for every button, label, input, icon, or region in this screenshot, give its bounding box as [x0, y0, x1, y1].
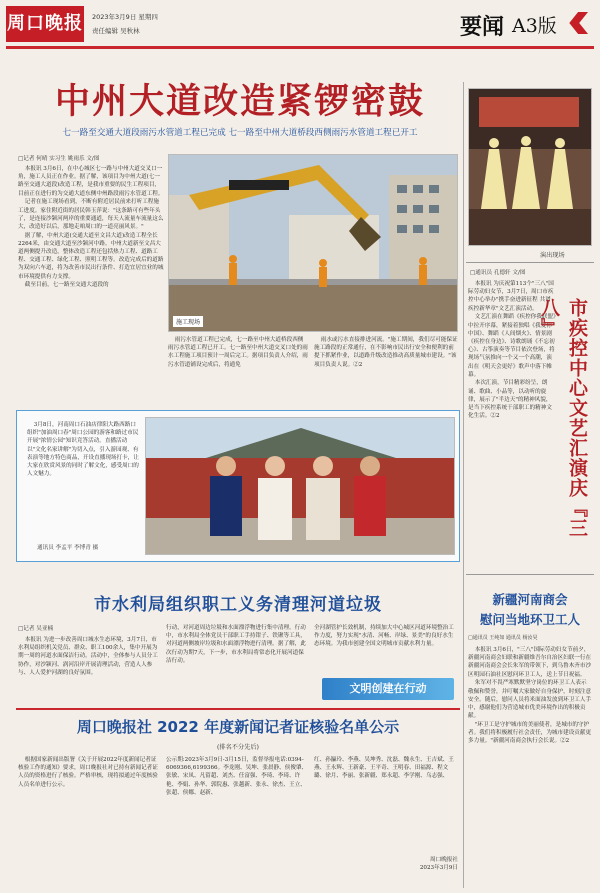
- excavator-scene-illustration: [169, 155, 458, 332]
- civilization-banner-text: 文明创建在行动: [349, 682, 427, 695]
- lead-column-2: [168, 336, 308, 390]
- lead-paragraph-5: 雨污水管道工程已完成，七一路至中州大道桥段西侧雨污水管道工程已开工。七一路至中州大道交叉口处的雨水工程施工项目预计一周后完工。据项目负责人介绍，雨污水管道铺设完成后，将通免: [168, 337, 308, 368]
- editor-line: 责任编辑 吴秋林: [92, 27, 140, 35]
- vertical-divider: [463, 82, 464, 888]
- lead-byline: □记者 何晴 实习生 姚雨乐 文/图: [18, 156, 100, 162]
- festival-paragraph-2: 文艺汇演在舞蹈《疾控你我联盟》中拉开序幕，紧接着独唱《我爱你中国》、舞蹈《人间烟火》、情景剧《疾控在身边》、诗歌朗诵《不忘初心》、古筝演奏等节目依次登场，将现场气氛推向一个又一个高潮，演出在《明天会更好》歌声中落下帷幕。: [468, 314, 556, 378]
- civilization-banner: [322, 678, 454, 700]
- water-column-1: 本报讯 为进一步改善周口城水生态环境，3月7日，市水利局组织机关党员、群众、职工100余人，集中开展为期一周的河道水面保洁行动。活动中，全体参与人员分工协作，对沙颍河、涡河沿岸开展清理活动，营造人人参与、人人爱护河湖的良好氛围。: [18, 637, 158, 676]
- section-title: 要闻: [460, 15, 505, 40]
- water-column-3: 全河湖管护长效机制，持续加大中心城区河道环境整治工作力度，努力实现"水清、河畅、岸绿、景美"的良好水生态环境。为我市创建全国文明城市贡献水利力量。: [314, 625, 454, 648]
- water-byline: □记者 吴亚楠: [18, 626, 54, 632]
- lead-headline: 中州大道改造紧锣密鼓: [54, 82, 425, 122]
- culture-byline: 通讯员 李孟平 李博青 摄: [37, 545, 99, 551]
- xinjiang-byline: □通讯员 王纯如 通讯员 杨汝昊: [468, 635, 538, 641]
- culture-text: 3月8日，河南周口石油店律阳大路西路口组织"加油周口春"周口公园的游客和路过市民开展"浓情公园"知识竞答活动。直播活动以"文化名家讲解"为切入点，引入游园观、有表演等地方特色商品，开设直播现场打卡，让大家在欣赏风景的同时了解文化，感受周口的人文魅力。: [27, 422, 139, 478]
- lead-paragraph-1: 本报讯 3月6日，在中心城区七一路与中州大道交叉口一角，施工人员正在作业。据了解，该项目为中州大道(七一路至交通大道段)改造工程，是我市重要的民生工程项目，目前正在进行的为交通大道东侧中州路段雨污水管道工程。: [18, 166, 164, 197]
- lead-column-3: [314, 336, 458, 390]
- notice-column-1: 根据国家新闻出版署《关于开展2022年度新闻记者证核验工作的通知》要求，周口晚报社对已持有新闻记者证人员的资格进行了核验。严格审核，现将拟通过年度核验人员名单进行公示。: [18, 757, 158, 788]
- masthead-logo: 周口晚报: [6, 6, 84, 42]
- notice-signoff-date: 2023年3月9日: [419, 865, 458, 872]
- festival-paragraph-1: 本报讯 为庆祝第113个"三八"国际劳动妇女节，3月7日，周口市疾控中心举办"携手奋进新征程 共谱疾控新华章"文艺汇演活动。: [468, 281, 554, 312]
- notice-signoff-org: 周口晚报社: [430, 857, 458, 863]
- page-corner-mark: [566, 12, 588, 34]
- festival-byline: □通讯员 孔德轩 文/图: [470, 270, 526, 276]
- masthead-rule: [6, 46, 594, 49]
- culture-photo: [145, 417, 455, 555]
- festival-paragraph-3: 本次汇演，节目精彩纷呈，朗诵、歌曲、小品等，以动听的旋律，展示了"半边天"的精神风貌，是当下疾控系统干部职工的精神文化生活。②2: [468, 380, 552, 420]
- xinjiang-paragraph-1: 本报讯 3月6日，"三八"国际劳动妇女节前夕，新疆河南商会妇联和新疆维吾尔自治区妇联一行在新疆河南商会会长朱军的带领下，到乌鲁木齐市沙区明园石油社区慰问环卫工人，送上节日祝福。: [468, 647, 592, 678]
- culture-box: [16, 410, 460, 562]
- lead-paragraph-3: 据了解，中州大道(交通大道至文昌大道)改造工程全长2264米，由交通大道至沙颍河中路。中州大道新至文昌大道两侧提升改造，整体改造工程还包括热力工程、道路工程、交通工程、绿化工程、照明工程等。改造完成后的道路为双向六车道，将为改善市民出行条件、打造宜居宜业的城市环境提供有力支撑。: [18, 232, 164, 280]
- lead-paragraph-6: 雨水或污水直接排进河流。"施工期间，我们尽可能保证施工路段的正常通行，在不影响市民出行安全和便利的前提下抓紧作业，以道路升级改造推动高质量城市建设。"该项目负责人说。②2: [314, 337, 458, 368]
- right-divider: [466, 262, 594, 263]
- performance-photo: [468, 88, 592, 246]
- notice-column-2: 公示期:2023年3月9日-3月15日，监督举报电话:0394-6069366,6199366。李龙刚、吴坤、张晨静、侯俊肇、张敏、宋凤、凡留超、刘杰、任富强、李琦、李琦、许艳、李娟、孙华、郭院惠、张越新、张永、徐杰、王立、张超、侯娜、赵新、: [166, 757, 308, 796]
- notice-column-3: 红、孙瀛玲、李燕、吴坤秀、沈磊、魏永生、王吉斌、王燕、王永辉、王新豪、王平奇、王明春、田福源、程文璐、徐月、李丽、张新疆、郑永超、李学刚、乌志强、: [314, 757, 454, 780]
- construction-photo-caption: 施工现场: [173, 316, 203, 327]
- right-divider-2: [466, 574, 594, 575]
- park-group-illustration: [146, 418, 455, 555]
- notice-headline: 周口晚报社 2022 年度新闻记者证核验名单公示: [76, 718, 400, 736]
- performance-photo-caption: 演出现场: [540, 252, 565, 259]
- notice-subline: (排名不分先后): [217, 744, 259, 751]
- notice-signoff: [380, 856, 458, 872]
- lead-paragraph-2: 记者在施工现场看到，不断有附近居民前来打听工程施工进度。家住附近街的居民韩玉萍说："这条路可有些年头了，是连接沙颍河两岸的重要通道，每天人流量车流量这么大，改造好以后，那地走咱周口的一道亮丽风景。": [18, 199, 164, 230]
- lead-paragraph-4: 截至目前，七一路至交通大道段的: [24, 282, 109, 289]
- festival-vertical-headline: 市疾控中心文艺汇演庆『三八』: [538, 298, 588, 538]
- lead-subhead: 七一路至交通大道段雨污水管道工程已完成 七一路至中州大道桥段西侧雨污水管道工程已开工: [62, 128, 418, 138]
- xinjiang-paragraph-3: "环卫工是守护城市的美丽使者，是城市的守护者。我们将积极履行社会责任，为城市建设贡献更多力量。"新疆河南商会执行会长说。②2: [468, 721, 592, 745]
- lead-column-1: [18, 165, 164, 365]
- xinjiang-headline-line-2: 慰问当地环卫工人: [479, 612, 580, 627]
- dancers-stage-illustration: [469, 89, 592, 246]
- page-number: A3版: [512, 15, 557, 37]
- construction-photo: [168, 154, 458, 332]
- date-line: 2023年3月9日 星期四: [92, 13, 158, 21]
- xinjiang-body: [468, 646, 592, 886]
- water-column-2: 行动，对河道周边垃圾和水面漂浮物进行集中清理。行动中，市水利局全体党员干部职工手持钳子、铁锹等工具，对河道两侧坡岸垃圾和水面漂浮物进行清理。据了解，此次行动为期7天，下一步，市水利局将常态化开展河道保洁行动。: [166, 625, 306, 664]
- xinjiang-paragraph-2: 朱军对不畏严寒默默坚守岗位的环卫工人表示敬佩和赞誉，并叮嘱大家做好自身保护，时刻注意安全。随后，慰问人员将米面油发放到环卫工人手中，感谢他们为营造城市优美环境作出的积极贡献。: [468, 680, 592, 720]
- water-headline: 市水利局组织职工义务清理河道垃圾: [94, 595, 382, 615]
- xinjiang-headline-line-1: 新疆河南商会: [492, 592, 568, 607]
- masthead: [0, 0, 600, 64]
